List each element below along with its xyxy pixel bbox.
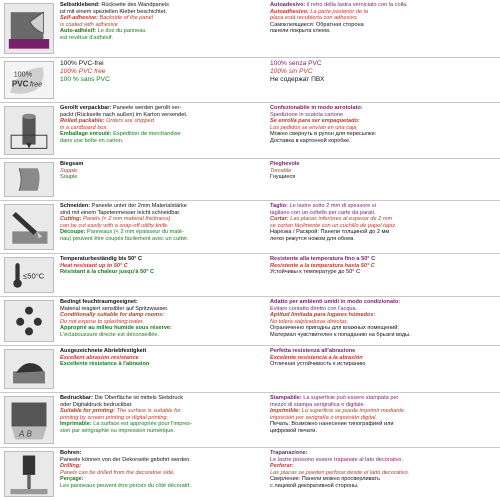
feature-heading: Schneiden: <box>60 203 91 209</box>
text-line-es <box>270 223 496 230</box>
text-line-ru <box>270 22 496 29</box>
feature-text: 100% senza PVC <box>270 60 322 67</box>
feature-row <box>0 392 500 447</box>
text-line-de <box>60 256 265 263</box>
text-line-fr <box>60 174 265 181</box>
feature-text: 100% PVC free <box>60 68 106 75</box>
feature-text: Orders are shipped <box>104 118 154 125</box>
text-line-ru <box>270 28 496 35</box>
feature-text: sind mit einem Tapetenmesser leicht schneidbar. <box>60 209 181 216</box>
feature-text: 100 % sans PVC <box>60 76 110 83</box>
text-line-it <box>270 348 496 355</box>
feature-heading: Adatto per ambienti umidi in modo condizionato: <box>270 299 401 305</box>
text-line-de <box>60 161 265 168</box>
feature-heading: Ausgezeichnete Abriebfestigkeit <box>60 348 147 354</box>
feature-text: placa está recubierta con adhesivo. <box>270 15 359 22</box>
feature-text: Expédition de merchandise <box>111 131 181 138</box>
text-line-ru <box>270 476 496 483</box>
feature-row <box>0 57 500 102</box>
feature-text: Устойчивы к температуре до 50° C <box>270 269 361 276</box>
feature-heading: Confezionabile in modo arrotolato: <box>270 105 363 111</box>
feature-heading: Selbstklebend: <box>60 2 100 8</box>
feature-text-left <box>60 105 265 145</box>
water-drops-icon <box>4 300 54 342</box>
feature-heading: Self-adhesive: <box>60 15 98 22</box>
feature-text: La parte posterior de la <box>308 8 368 15</box>
text-line-es <box>270 470 496 477</box>
text-line-de <box>60 450 265 457</box>
feature-heading: Bohren: <box>60 450 82 456</box>
text-line-fr <box>60 421 265 428</box>
text-line-es <box>270 118 496 125</box>
text-line-it <box>270 256 496 263</box>
feature-text: Paneele unter der 2mm Materialstärke <box>90 203 187 209</box>
feature-row <box>0 345 500 392</box>
text-line-de <box>60 306 265 313</box>
text-line-it <box>270 60 496 68</box>
feature-heading: Conditionally suitable for damp rooms: <box>60 312 165 319</box>
feature-text: can be cut easily with a snap-off utility knife. <box>60 222 169 229</box>
feature-heading: Bedingt feuchtraumgeeignet: <box>60 299 138 305</box>
feature-text: Ограниченно пригодны для влажных помещений: <box>270 325 399 332</box>
feature-heading: Perçage: <box>60 476 84 483</box>
feature-text: est revêtue d'adhésif. <box>60 34 113 41</box>
text-line-es <box>270 9 496 16</box>
feature-heading: Excellent abrasion resistance <box>60 354 139 361</box>
text-line-es <box>270 216 496 223</box>
text-line-es <box>270 125 496 132</box>
feature-text: Le lastre possono essere trapanate al lato decorativo. <box>270 456 404 463</box>
text-line-ru <box>270 332 496 339</box>
feature-text-right <box>270 105 496 145</box>
feature-heading: Excellente résistance à l'abrasion <box>60 361 150 368</box>
text-line-it <box>270 306 496 313</box>
text-line-es <box>270 263 496 270</box>
feature-text-left <box>60 203 265 243</box>
feature-text: Материал чувствителен к попаданию на брызги воды. <box>270 331 411 338</box>
feature-text: Paneele können von der Dekorseite gebohrt werden. <box>60 456 191 463</box>
feature-text-left <box>60 256 265 276</box>
text-line-fr <box>60 28 265 35</box>
text-line-de <box>60 395 265 402</box>
feature-text-right <box>270 450 496 490</box>
feature-text: Die Oberfläche ist mittels Siebdruck <box>92 395 184 401</box>
text-line-es <box>270 415 496 422</box>
feature-heading: Imprimible: <box>270 408 301 415</box>
feature-text: riau) peuvent être coupés facilement avec un cutter. <box>60 235 189 242</box>
feature-text: Гнущиеся <box>270 174 296 181</box>
feature-heading: Heat resistant up to 50° C <box>60 262 128 269</box>
feature-text-right <box>270 60 496 84</box>
text-line-de <box>60 457 265 464</box>
feature-text: Не содержат ПВХ <box>270 76 325 83</box>
feature-text: Paneele werden gerollt ver- <box>111 105 182 111</box>
feature-row <box>0 253 500 296</box>
abrasion-hand-icon <box>4 349 54 389</box>
feature-text-right <box>270 161 496 181</box>
feature-text: Le dos du panneau <box>96 28 146 35</box>
text-line-it <box>270 161 496 168</box>
feature-text: tagliano con un coltello per carte da parati. <box>270 209 376 216</box>
feature-text: Rückseite des Wandpanels <box>99 2 169 8</box>
text-line-fr <box>60 269 265 276</box>
feature-text-left <box>60 161 265 181</box>
feature-heading: Gerollt verpackbar: <box>60 105 112 111</box>
feature-text-left <box>60 348 265 368</box>
text-line-ru <box>270 428 496 435</box>
feature-text-right <box>270 2 496 35</box>
text-line-ru <box>270 483 496 490</box>
feature-text-right <box>270 203 496 243</box>
feature-text: in a cardboard box. <box>60 124 108 131</box>
feature-text: dans une boîte en carton. <box>60 137 124 144</box>
feature-text: La superficie può essere stampata per <box>301 395 399 401</box>
feature-text: Evitare contatto diretto con l'acqua. <box>270 305 358 312</box>
feature-row <box>0 200 500 253</box>
text-line-it <box>270 402 496 409</box>
feature-heading: Autoadhesivo: <box>270 8 309 15</box>
feature-text: Сверление: Панели можно просверливать <box>270 476 381 483</box>
feature-text-left <box>60 450 265 490</box>
text-line-fr <box>60 131 265 138</box>
text-line-es <box>270 68 496 76</box>
feature-text: Do not expose to splashing water. <box>60 318 145 325</box>
feature-text: Доставка в картонной коробке. <box>270 137 351 144</box>
text-line-fr <box>60 483 265 490</box>
feature-text: Torcable <box>270 167 292 174</box>
text-line-en <box>60 68 265 76</box>
feature-text: printing by screen printing or digital printing. <box>60 414 169 421</box>
feature-text: цифровой печати. <box>270 427 317 434</box>
drilling-icon <box>4 451 54 497</box>
text-line-en <box>60 216 265 223</box>
feature-heading: Emballage enroulé: <box>60 131 112 138</box>
feature-heading: Se enrolla para ser empaquetado: <box>270 118 360 125</box>
feature-text-left <box>60 299 265 339</box>
text-line-de <box>60 210 265 217</box>
feature-heading: Taglio: <box>270 203 288 209</box>
feature-text: Panneaux (< 2 mm épaisseur du maté- <box>85 229 184 236</box>
text-line-en <box>60 223 265 230</box>
thermometer-50c-icon <box>4 257 54 293</box>
text-line-it <box>270 210 496 217</box>
feature-heading: Drilling: <box>60 463 82 470</box>
feature-text: Panels (< 2 mm material thickness) <box>81 216 171 223</box>
text-line-de <box>60 2 265 9</box>
feature-row <box>0 158 500 200</box>
feature-text: Las placas inferiores al espesor de 2 mm <box>288 216 393 223</box>
text-line-fr <box>60 361 265 368</box>
text-line-ru <box>270 76 496 84</box>
text-line-es <box>270 168 496 175</box>
cutting-knife-icon <box>4 204 54 250</box>
text-line-it <box>270 450 496 457</box>
feature-text: Les panneaux peuvent être percés du côté décoratif. <box>60 482 191 489</box>
feature-text: Spedizione in scatola cartone <box>270 111 344 118</box>
text-line-it <box>270 2 496 9</box>
feature-text: Самоклеящиеся: Обратная сторона <box>270 21 364 28</box>
feature-heading: Biegsam <box>60 161 84 167</box>
text-line-en <box>60 22 265 29</box>
bendable-roll-icon <box>4 162 54 197</box>
feature-text: Можно свернуть в рулон для пересылки: <box>270 131 377 138</box>
feature-text: Material reagiert sensibler auf Spritzwasser. <box>60 305 169 312</box>
text-line-de <box>60 203 265 210</box>
svg-text:A B: A B <box>18 429 32 439</box>
text-line-it <box>270 395 496 402</box>
text-line-ru <box>270 229 496 236</box>
feature-heading: Auto-adhésif: <box>60 28 97 35</box>
feature-text: se cortan fácilmente con un cuchillo de papel tapiz. <box>270 222 397 229</box>
text-line-it <box>270 105 496 112</box>
text-line-fr <box>60 236 265 243</box>
text-line-es <box>270 463 496 470</box>
text-line-de <box>60 105 265 112</box>
feature-heading: Excelente resistencia a la abrasión <box>270 354 363 361</box>
feature-heading: Pieghevole <box>270 161 300 167</box>
text-line-it <box>270 112 496 119</box>
feature-text: с лицевой декоративной стороны. <box>270 482 359 489</box>
feature-text-left <box>60 2 265 42</box>
text-line-es <box>270 319 496 326</box>
feature-text: Отличная устойчивость к истиранию <box>270 361 366 368</box>
text-line-en <box>60 470 265 477</box>
text-line-fr <box>60 229 265 236</box>
feature-heading: Résistant à la chaleur jusqu'à 50° C <box>60 269 155 276</box>
text-line-en <box>60 355 265 362</box>
text-line-en <box>60 463 265 470</box>
feature-text: 100% sin PVC <box>270 68 313 75</box>
text-line-fr <box>60 476 265 483</box>
feature-text: ist mit einem speziellen Kleber beschichtet. <box>60 8 167 15</box>
text-line-fr <box>60 138 265 145</box>
text-line-en <box>60 15 265 22</box>
text-line-en <box>60 263 265 270</box>
feature-row <box>0 447 500 500</box>
feature-heading: Bedruckbar: <box>60 395 93 401</box>
temperature-label: ≤50°C <box>23 271 45 281</box>
feature-text: oder Digitaldruck bedruckbar. <box>60 401 133 408</box>
text-line-ru <box>270 421 496 428</box>
feature-text: Supple <box>60 167 78 174</box>
text-line-de <box>60 9 265 16</box>
feature-heading: Suitable for printing: <box>60 408 116 415</box>
feature-text: легко режутся ножом для обоев. <box>270 235 355 242</box>
feature-heading: Cortar: <box>270 216 289 223</box>
feature-text: панели покрыта клеем. <box>270 28 331 35</box>
text-line-es <box>270 312 496 319</box>
feature-text: Backside of the panel <box>97 15 153 22</box>
feature-heading: Aptitud limitada para lugares húmedos: <box>270 312 376 319</box>
feature-text: La surface est appropriée pour l'impres- <box>91 421 192 428</box>
feature-text: Нарезка / Раскрой: Панели толщиной до 2 мм <box>270 229 390 236</box>
feature-text: mezzo di stampa serigrafica o digitale. <box>270 401 366 408</box>
text-line-en <box>60 168 265 175</box>
feature-text: is coated with adhesive <box>60 21 118 28</box>
feature-heading: Trapanazione: <box>270 450 308 456</box>
pvc-badge-percent: 100% <box>13 69 33 79</box>
text-line-ru <box>270 174 496 181</box>
feature-heading: Perforar: <box>270 463 294 470</box>
feature-text: No tolera salpicaduras directas. <box>270 318 349 325</box>
feature-text: Souple <box>60 174 78 181</box>
feature-text-left <box>60 395 265 435</box>
text-line-fr <box>60 76 265 84</box>
feature-text-right <box>270 348 496 368</box>
pvc-badge-pvc: PVC <box>11 79 29 89</box>
text-line-en <box>60 312 265 319</box>
feature-heading: Stampabile: <box>270 395 302 401</box>
printable-panel-icon <box>4 396 54 444</box>
text-line-de <box>60 299 265 306</box>
text-line-fr <box>60 35 265 42</box>
feature-heading: Resistente a la temperatura hasta 50° C <box>270 262 375 269</box>
text-line-ru <box>270 325 496 332</box>
feature-text: il retro della lastra verniciato con la colla. <box>305 2 408 8</box>
feature-text: Los pedidos se envían en una caja <box>270 124 357 131</box>
feature-text: sion par sérigraphie ou impression numérique. <box>60 427 176 434</box>
text-line-it <box>270 457 496 464</box>
text-line-ru <box>270 236 496 243</box>
feature-text: Печать: Возможно нанесение типографией или <box>270 421 394 428</box>
feature-row <box>0 102 500 158</box>
feature-text: L'éclaboussure directe est déconseillée. <box>60 331 160 338</box>
text-line-ru <box>270 138 496 145</box>
feature-heading: Perfetta resistenza all'abrasione <box>270 348 356 354</box>
feature-heading: Autoadesivo: <box>270 2 306 8</box>
feature-text-right <box>270 256 496 276</box>
feature-heading: Découpe: <box>60 229 86 236</box>
text-line-ru <box>270 131 496 138</box>
text-line-ru <box>270 361 496 368</box>
text-line-de <box>60 60 265 68</box>
text-line-ru <box>270 269 496 276</box>
feature-heading: Cutting: <box>60 216 82 223</box>
text-line-en <box>60 125 265 132</box>
feature-text: The surface is suitable for <box>115 408 181 415</box>
text-line-it <box>270 299 496 306</box>
feature-row <box>0 296 500 345</box>
feature-heading: Rolled packable: <box>60 118 105 125</box>
feature-text-right <box>270 395 496 435</box>
feature-row <box>0 0 500 57</box>
text-line-es <box>270 355 496 362</box>
feature-text-right <box>270 299 496 339</box>
feature-text: Las placas se pueden perforar desde el lado decorativo. <box>270 469 410 476</box>
text-line-en <box>60 415 265 422</box>
feature-text: packt (Rückseite nach außen) im Karton versendet. <box>60 111 188 118</box>
feature-text: Le lastre sotto 2 mm di spessore si <box>287 203 376 209</box>
text-line-de <box>60 348 265 355</box>
feature-heading: Temperaturbeständig bis 50° C <box>60 256 143 262</box>
rolled-packaging-icon <box>4 106 54 155</box>
feature-text: Panels can be drilled from the decorative side. <box>60 469 175 476</box>
feature-text: impresión por serigrafía o impresión digital. <box>270 414 377 421</box>
feature-heading: Imprimable: <box>60 421 92 428</box>
feature-text: La superficie se puede imprimir mediante <box>300 408 405 415</box>
text-line-es <box>270 408 496 415</box>
pvc-badge-free: free <box>29 79 43 89</box>
text-line-es <box>270 15 496 22</box>
self-adhesive-peel-icon <box>4 3 54 54</box>
pvc-free-icon <box>4 61 54 99</box>
text-line-de <box>60 402 265 409</box>
text-line-it <box>270 203 496 210</box>
text-line-fr <box>60 332 265 339</box>
text-line-en <box>60 408 265 415</box>
feature-text: 100% PVC-frei <box>60 60 104 67</box>
feature-text-left <box>60 60 265 84</box>
feature-heading: Resistente alla temperatura fino a 50° C <box>270 256 376 262</box>
text-line-en <box>60 118 265 125</box>
text-line-en <box>60 319 265 326</box>
text-line-fr <box>60 325 265 332</box>
text-line-de <box>60 112 265 119</box>
text-line-fr <box>60 428 265 435</box>
feature-heading: Approprié au milieu humide sous réserve: <box>60 325 172 332</box>
